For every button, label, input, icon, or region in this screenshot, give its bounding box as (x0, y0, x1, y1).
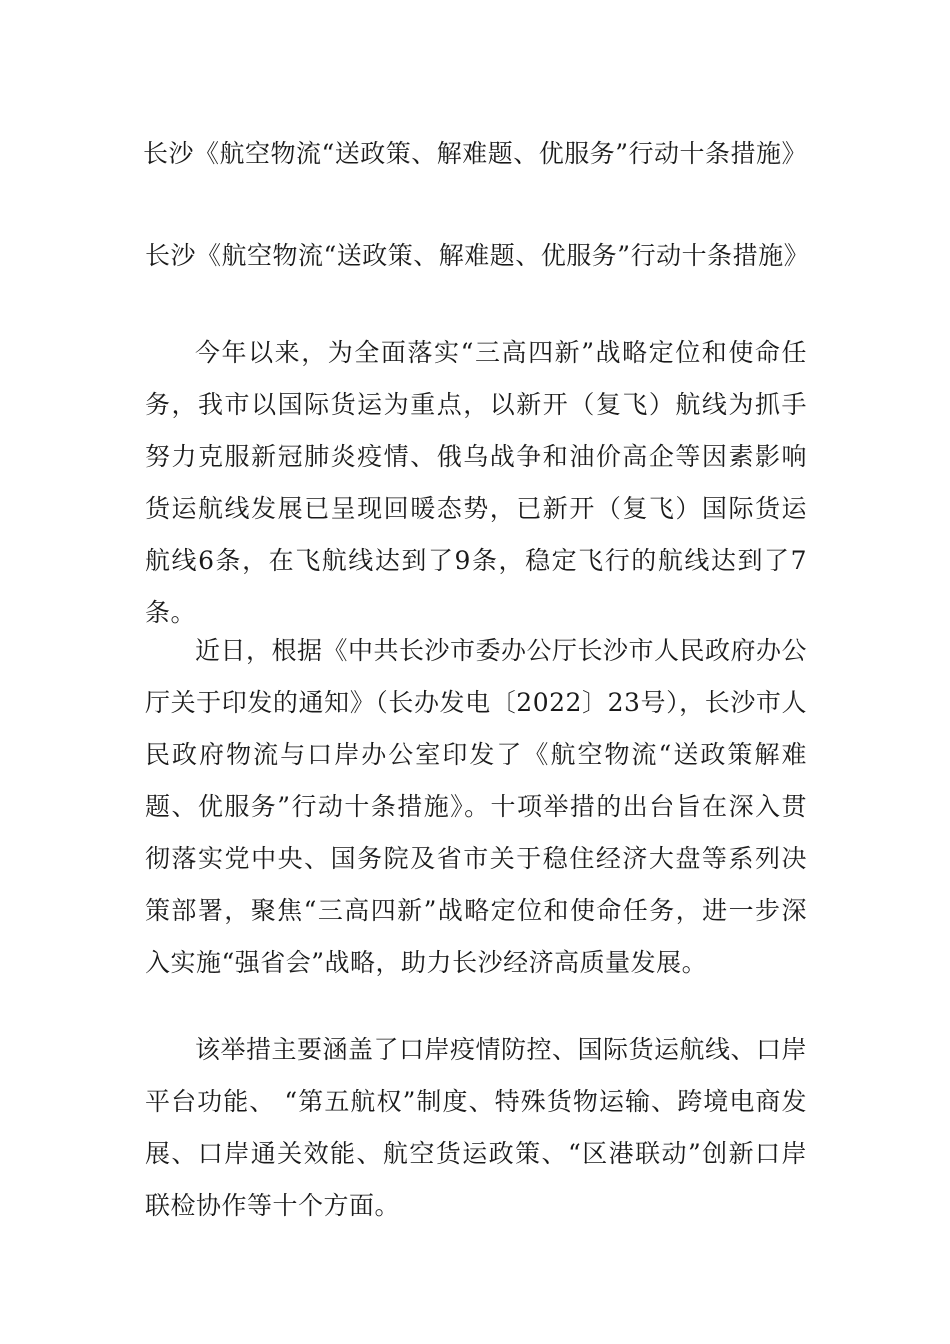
paragraph-1: 今年以来，为全面落实“三高四新”战略定位和使命任务，我市以国际货运为重点，以新开（复飞）航线为抓手努力克服新冠肺炎疫情、俄乌战争和油价高企等因素影响货运航线发展已呈现回暖态势，已新开（复飞）国际货运航线6条，在飞航线达到了9条，稳定飞行的航线达到了7条。 (145, 338, 807, 627)
paragraph-2: 近日，根据《中共长沙市委办公厅长沙市人民政府办公厅关于印发的通知》（长办发电〔2022〕23号），长沙市人民政府物流与口岸办公室印发了《航空物流“送政策解难题、优服务”行动十条措施》。十项举措的出台旨在深入贯彻落实党中央、国务院及省市关于稳住经济大盘等系列决策部署，聚焦“三高四新”战略定位和使命任务，进一步深入实施“强省会”战略，助力长沙经济高质量发展。 (145, 636, 808, 977)
paragraph-3: 该举措主要涵盖了口岸疫情防控、国际货运航线、口岸平台功能、 “第五航权”制度、特殊货物运输、跨境电商发展、口岸通关效能、航空货运政策、“区港联动”创新口岸联检协作等十个方面。 (145, 1035, 808, 1220)
document-subtitle: 长沙《航空物流“送政策、解难题、优服务”行动十条措施》 (145, 241, 810, 270)
document-title: 长沙《航空物流“送政策、解难题、优服务”行动十条措施》 (142, 139, 808, 168)
